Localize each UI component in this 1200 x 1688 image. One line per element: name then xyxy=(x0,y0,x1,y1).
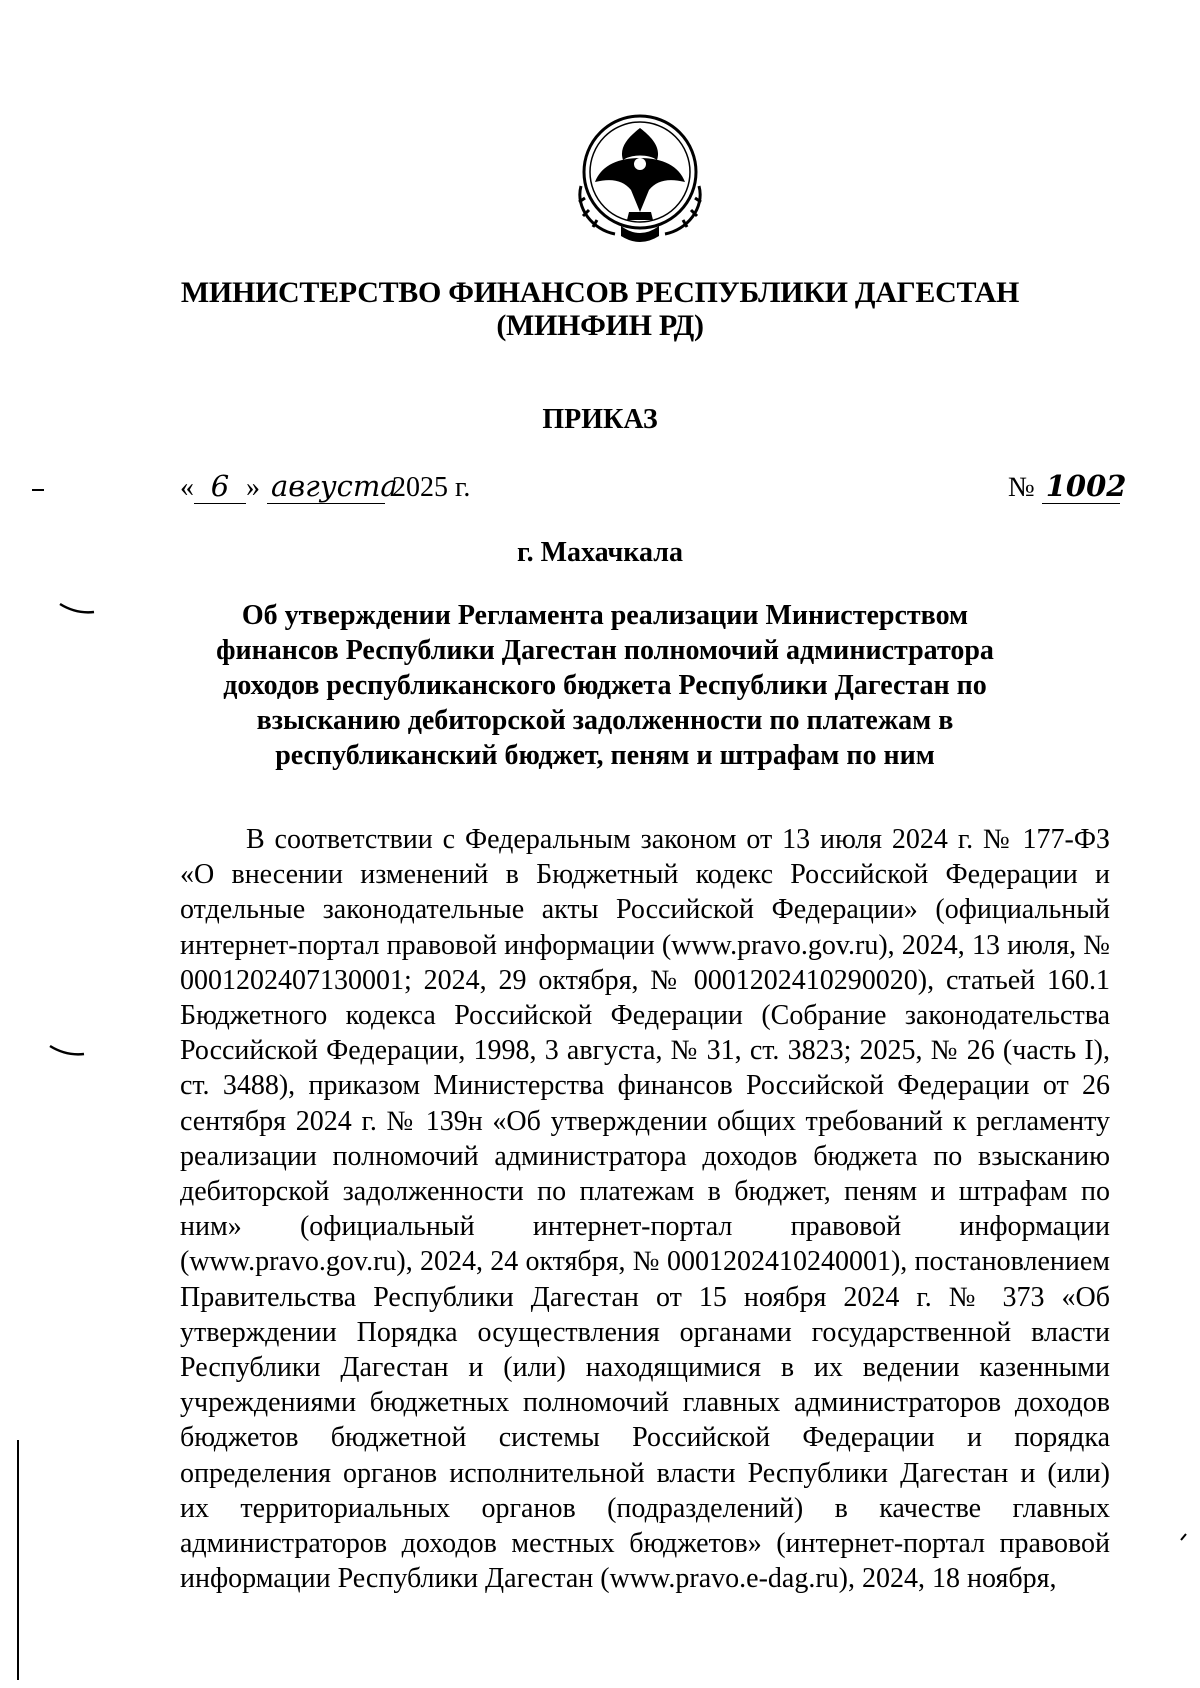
doc-number xyxy=(1008,469,1127,504)
scan-speck-mark xyxy=(1180,1532,1188,1542)
doc-body: В соответствии с Федеральным законом от 13 июля 2024 г. № 177-ФЗ «О внесении изменений в Бюджетный кодекс Российской Федерации и отдельные законодательные акты Российской Федерации» (официальный интернет-портал правовой информации (www.pravo.gov.ru), 2024, 13 июля, № 0001202407130001; 2024, 29 октября, № 0001202410290020), статьей 160.1 Бюджетного кодекса Российской Федерации (Собрание законодательства Российской Федерации, 1998, 3 августа, № 31, ст. 3823; 2025, № 26 (часть I), ст. 3488), приказом Министерства финансов Российской Федерации от 26 сентября 2024 г. № 139н «Об утверждении общих требований к регламенту реализации полномочий администратора доходов бюджета по взысканию дебиторской задолженности по платежам в бюджет, пеням и штрафам по ним» (официальный интернет-портал правовой информации (www.pravo.gov.ru), 2024, 24 октября, № 0001202410240001), постановлением Правительства Республики Дагестан от 15 ноября 2024 г. № 373 «Об утверждении Порядка осуществления органами государственной власти Республики Дагестан и (или) находящимися в их ведении казенными учреждениями бюджетных полномочий главных администраторов доходов бюджетов бюджетной системы Российской Федерации и порядка определения органов исполнительной власти Республики Дагестан и (или) их территориальных органов (подразделений) в качестве главных администраторов доходов местных бюджетов» (интернет-портал правовой информации Республики Дагестан (www.pravo.e-dag.ru), 2024, 18 ноября, xyxy=(180,824,1110,1595)
doc-city: г. Махачкала xyxy=(517,537,683,568)
date-year: 2025 г. xyxy=(392,472,471,503)
scan-edge-line xyxy=(16,1440,20,1680)
scan-dash-mark xyxy=(32,488,46,492)
coat-of-arms-icon xyxy=(567,108,713,248)
scan-curve-mark xyxy=(58,602,98,616)
org-name: МИНИСТЕРСТВО ФИНАНСОВ РЕСПУБЛИКИ ДАГЕСТАН xyxy=(180,276,1020,309)
date-open-quote: « xyxy=(180,472,194,503)
date-day: 6 xyxy=(194,472,246,504)
scan-curve-mark xyxy=(48,1044,88,1058)
date-month: августа xyxy=(267,472,385,504)
doc-type: ПРИКАЗ xyxy=(542,404,658,435)
date-close-quote: » xyxy=(246,472,260,503)
doc-date xyxy=(180,469,471,504)
doc-title: Об утверждении Регламента реализации Министерством финансов Республики Дагестан полномочий администратора доходов республиканского бюджета Республики Дагестан по взысканию дебиторской задолженности по платежам в республиканский бюджет, пеням и штрафам по ним xyxy=(216,600,994,771)
org-abbr: (МИНФИН РД) xyxy=(496,309,704,342)
number-value: 1002 xyxy=(1042,472,1120,504)
number-prefix: № xyxy=(1008,472,1035,503)
